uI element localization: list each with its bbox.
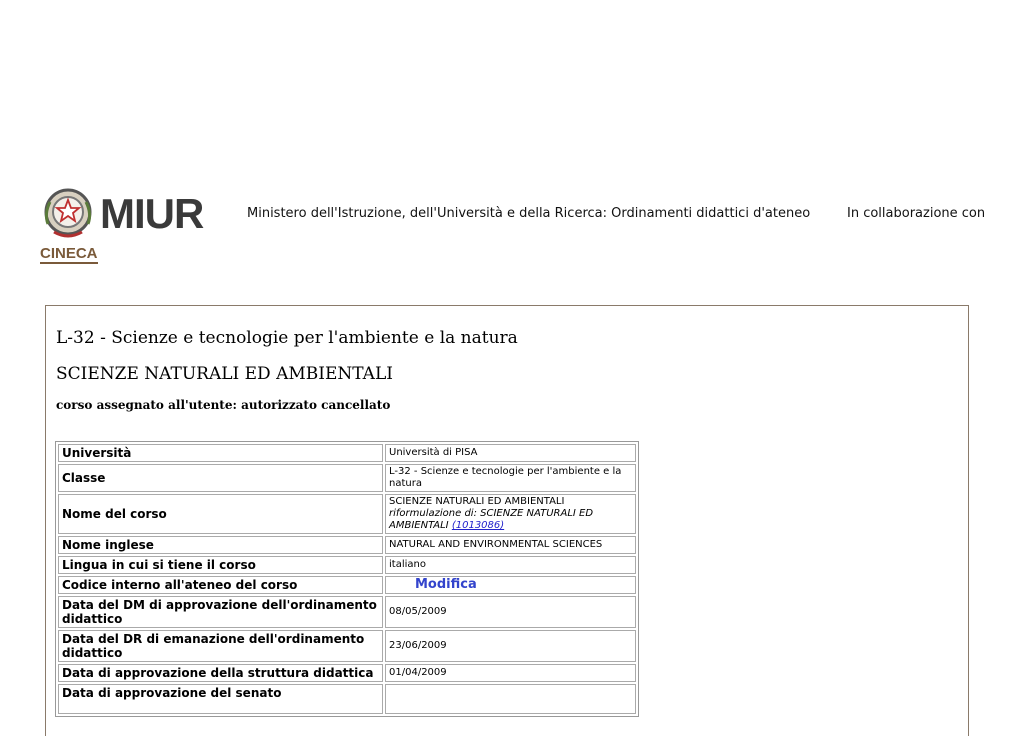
row-label: Università bbox=[58, 444, 383, 462]
row-label: Lingua in cui si tiene il corso bbox=[58, 556, 383, 574]
table-row bbox=[58, 630, 636, 662]
row-value: NATURAL AND ENVIRONMENTAL SCIENCES bbox=[385, 536, 636, 554]
row-value: 08/05/2009 bbox=[385, 596, 636, 628]
table-row bbox=[58, 596, 636, 628]
ministry-header-text: Ministero dell'Istruzione, dell'Università e della Ricerca: Ordinamenti didattici d'ateneo bbox=[247, 206, 811, 221]
course-panel bbox=[45, 305, 969, 736]
italian-republic-emblem-icon bbox=[42, 186, 94, 242]
table-row bbox=[58, 536, 636, 554]
row-label: Data di approvazione del senato bbox=[58, 684, 383, 714]
assigned-status: corso assegnato all'utente: autorizzato cancellato bbox=[56, 398, 391, 412]
course-name-value: SCIENZE NATURALI ED AMBIENTALI bbox=[389, 496, 565, 507]
reformulation-link[interactable]: (1013086) bbox=[451, 520, 505, 531]
row-value: Università di PISA bbox=[385, 444, 636, 462]
table-row bbox=[58, 576, 636, 594]
miur-cineca-logo bbox=[40, 186, 204, 268]
row-label: Classe bbox=[58, 464, 383, 492]
course-info-table bbox=[55, 441, 639, 717]
table-row bbox=[58, 494, 636, 534]
table-row bbox=[58, 464, 636, 492]
table-row bbox=[58, 556, 636, 574]
row-value: 23/06/2009 bbox=[385, 630, 636, 662]
table-row bbox=[58, 684, 636, 714]
table-row bbox=[58, 444, 636, 462]
row-value: L-32 - Scienze e tecnologie per l'ambiente e la natura bbox=[385, 464, 636, 492]
modifica-link[interactable]: Modifica bbox=[415, 576, 477, 592]
row-value bbox=[385, 576, 636, 594]
table-row bbox=[58, 664, 636, 682]
row-label: Codice interno all'ateneo del corso bbox=[58, 576, 383, 594]
row-value: 01/04/2009 bbox=[385, 664, 636, 682]
class-title: L-32 - Scienze e tecnologie per l'ambiente e la natura bbox=[56, 328, 518, 348]
row-label: Data del DM di approvazione dell'ordinamento didattico bbox=[58, 596, 383, 628]
course-name-heading: SCIENZE NATURALI ED AMBIENTALI bbox=[56, 364, 393, 384]
miur-logo-text: MIUR bbox=[100, 190, 204, 237]
collaboration-text: In collaborazione con bbox=[847, 206, 986, 221]
row-value bbox=[385, 494, 636, 534]
reformulation-text bbox=[389, 508, 632, 532]
row-value bbox=[385, 684, 636, 714]
row-label: Nome inglese bbox=[58, 536, 383, 554]
cineca-logo-text: CINECA bbox=[40, 245, 98, 262]
reformulation-label: riformulazione di: SCIENZE NATURALI ED AMBIENTALI bbox=[389, 508, 594, 531]
row-label: Data del DR di emanazione dell'ordinamento didattico bbox=[58, 630, 383, 662]
row-value: italiano bbox=[385, 556, 636, 574]
row-label: Data di approvazione della struttura didattica bbox=[58, 664, 383, 682]
row-label: Nome del corso bbox=[58, 494, 383, 534]
